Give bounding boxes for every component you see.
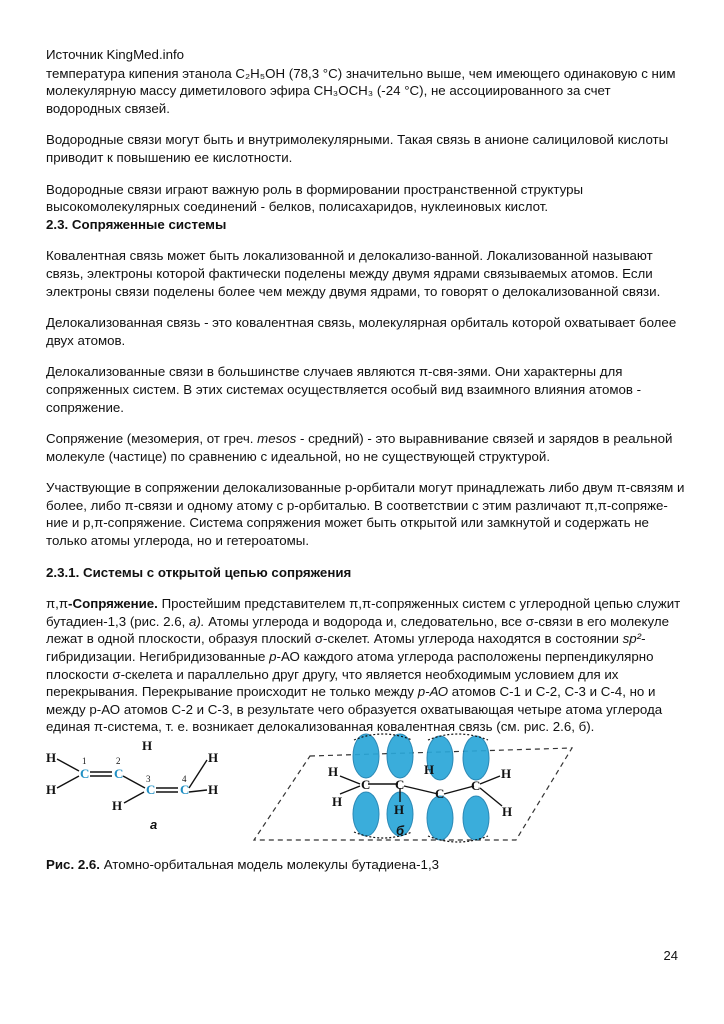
paragraph-ethanol: температура кипения этанола C₂H₅OH (78,3 °C) значительно выше, чем имеющего одинаковую с ним молекулярную массу диметилового эфира CH₃OCH₃ (-24 °C), не ассоциированного за счет водородных связей. <box>46 65 676 116</box>
atom-label: H <box>502 804 513 819</box>
bond-line <box>189 760 207 788</box>
p-orbital-lobe <box>387 734 413 778</box>
atom-label: H <box>208 750 219 765</box>
paragraph-delocalized-def: Делокализованная связь - это ковалентная связь, молекулярная орбиталь которой охватывает более двух атомов. <box>46 315 677 348</box>
carbon-number: 2 <box>116 756 121 766</box>
source-line: Источник KingMed.info <box>46 47 185 62</box>
butadiene-structure-diagram <box>46 738 226 838</box>
document-page <box>46 46 686 874</box>
figure-label-a: а <box>150 817 158 832</box>
atom-label: H <box>46 750 57 765</box>
atom-label: H <box>332 794 343 809</box>
sigma-bond <box>340 786 360 794</box>
page-number: 24 <box>663 948 678 963</box>
p-orbital-lobe <box>463 796 489 840</box>
carbon-label: C <box>146 782 156 797</box>
paragraph-mesomerism: Сопряжение (мезомерия, от греч. mesos - средний) - это выравнивание связей и зарядов в реальной молекуле (частице) по сравнению с идеальной, но не существующей структурой. <box>46 431 673 464</box>
carbon-number: 1 <box>82 756 87 766</box>
carbon-label: C <box>80 766 90 781</box>
atom-label: C <box>361 777 371 792</box>
bond-line <box>57 759 79 771</box>
bond-line <box>124 792 144 803</box>
sigma-bond <box>340 776 360 784</box>
p-orbital-lobe <box>463 736 489 780</box>
carbon-number: 4 <box>182 774 187 784</box>
atom-label: C <box>435 786 445 801</box>
bond-line <box>189 790 207 792</box>
atom-label: H <box>208 782 219 797</box>
bond-line <box>57 776 79 788</box>
figure-2-6 <box>46 738 686 842</box>
paragraph-pi-bonds: Делокализованные связи в большинстве случаев являются π-свя-зями. Они характерны для сопряженных систем. В этих системах осуществляется особый вид взаимного влияния атомов - сопряжение. <box>46 364 642 415</box>
subsection-heading: 2.3.1. Системы с открытой цепью сопряжения <box>46 564 352 580</box>
p-orbital-lobe <box>427 796 453 840</box>
atom-label: H <box>46 782 57 797</box>
atom-label: H <box>112 798 123 813</box>
orbital-model-diagram <box>254 734 584 852</box>
paragraph-butadiene: π,π-Сопряжение. Простейшим представителем π,π-сопряженных систем с углеродной цепью служит бутадиен-1,3 (рис. 2.6, а). Атомы углерода и водорода и, следовательно, все σ-связи в его молекуле лежат в одной плоскости, образуя плоский σ-скелет. Атомы углерода находятся в состоянии sp²-гибридизации. Негибридизованные р-АО каждого атома углерода расположены перпендикулярно плоскости σ-скелета и параллельно друг другу, что является необходимым условием для их перекрывания. Перекрывание происходит не только между р-АО атомов С-1 и С-2, С-3 и С-4, но и между р-АО атомов С-2 и С-3, в результате чего образуется охватывающая четыре атома углерода единая π-система, т. е. возникает делокализованная ковалентная связь (см. рис. 2.6, б). <box>46 596 681 735</box>
atom-label: C <box>395 777 405 792</box>
atom-label: H <box>501 766 512 781</box>
sigma-bond <box>444 786 474 794</box>
carbon-label: C <box>114 766 124 781</box>
atom-label: H <box>394 802 405 817</box>
carbon-label: C <box>180 782 190 797</box>
sigma-bond <box>404 786 438 794</box>
paragraph-conjugation-types: Участвующие в сопряжении делокализованные р-орбитали могут принадлежать либо двум π-связям и более, либо π-связи и одному атому с р-орбиталью. В соответствии с этим различают π,π-сопряже-ние и р,π-сопряжение. Система сопряжения может быть открытой или замкнутой и содержать не только атомы углерода, но и гетероатомы. <box>46 480 685 549</box>
p-orbital-lobe <box>353 734 379 778</box>
paragraph-localized: Ковалентная связь может быть локализованной и делокализо-ванной. Локализованной называют связь, электроны которой фактически поделены между двумя ядрами связываемых атомов. Если электроны связи поделены более чем между двумя ядрами, то говорят о делокализованной связи. <box>46 248 661 299</box>
atom-label: H <box>328 764 339 779</box>
figure-label-b: б <box>396 823 405 838</box>
figure-caption: Рис. 2.6. Атомно-орбитальная модель молекулы бутадиена-1,3 <box>46 857 440 872</box>
paragraph-biopolymers: Водородные связи играют важную роль в формировании пространственной структуры высокомолекулярных соединений - белков, полисахаридов, нуклеиновых кислот. <box>46 181 584 215</box>
atom-label: H <box>142 738 153 753</box>
section-heading: 2.3. Сопряженные системы <box>46 216 227 232</box>
p-orbital-lobe <box>353 792 379 836</box>
carbon-number: 3 <box>146 774 151 784</box>
paragraph-intramolecular: Водородные связи могут быть и внутримолекулярными. Такая связь в анионе салициловой кислоты приводит к повышению ее кислотности. <box>46 132 669 165</box>
atom-label: H <box>424 762 435 777</box>
bond-line <box>123 776 145 788</box>
atom-label: C <box>471 778 481 793</box>
